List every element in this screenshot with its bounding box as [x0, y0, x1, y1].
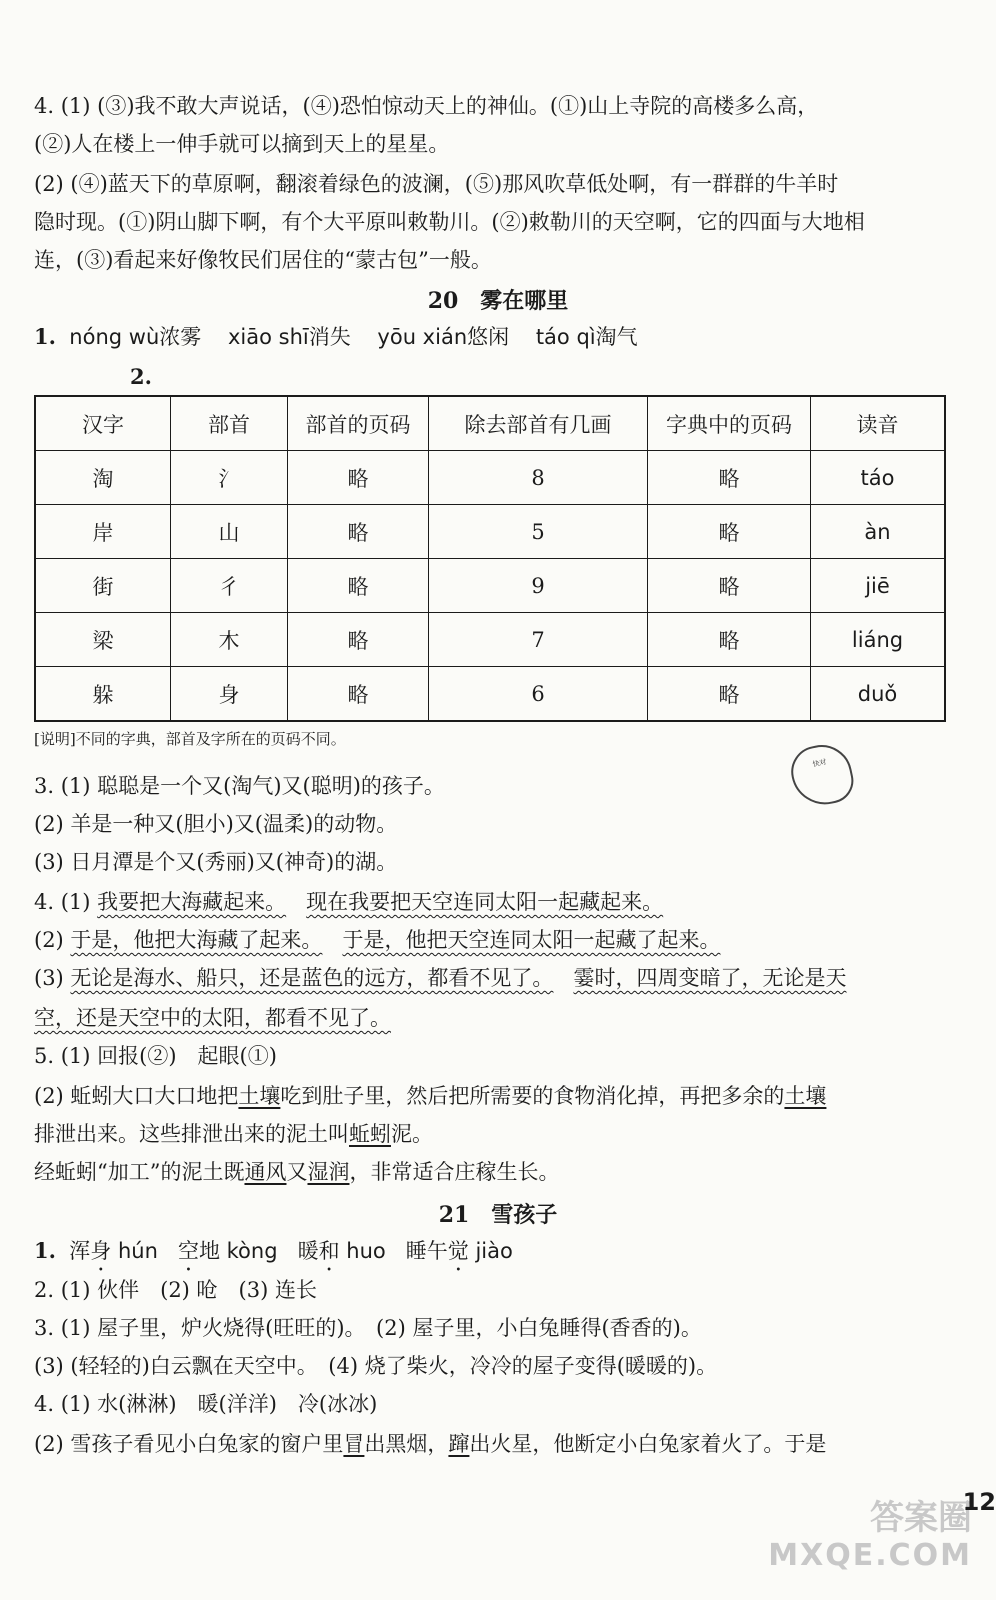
page-number: 12: [962, 1488, 996, 1516]
stamp-logo: 快对: [786, 739, 857, 810]
lesson21-q4-line2: [34, 1432, 966, 1457]
lesson21-q3-line1: 3. (1) 屋子里，炉火烧得(旺旺的)。 (2) 屋子里，小白兔睡得(香香的)。: [34, 1316, 702, 1340]
table-cell: 略: [648, 505, 811, 559]
table-cell: 略: [648, 613, 811, 667]
pinyin: táo qì: [535, 325, 596, 349]
answer-sentence: 我要把大海藏起来。: [97, 890, 287, 914]
text: (2) 蚯蚓大口大口地把: [34, 1084, 239, 1108]
table-cell: 略: [288, 667, 429, 722]
lesson20-title: 20 雾在哪里: [427, 288, 569, 314]
table-cell: táo: [811, 451, 946, 505]
table-cell: 略: [288, 613, 429, 667]
lesson21-q2: 2. (1) 伙伴 (2) 呛 (3) 连长: [34, 1278, 317, 1302]
prefix: 4. (1): [34, 890, 98, 914]
table-header: 部首的页码: [288, 396, 429, 451]
table-cell: 略: [648, 667, 811, 722]
table-cell: liáng: [811, 613, 946, 667]
char: 睡: [405, 1239, 427, 1263]
table-row: [35, 451, 945, 505]
table-header-row: [35, 396, 945, 451]
pinyin: jiào: [475, 1239, 513, 1263]
lesson20-q5-line1: 5. (1) 回报(②) 起眼(①): [34, 1044, 277, 1068]
answer-sentence: 空，还是天空中的太阳，都看不见了。: [34, 1006, 391, 1030]
pinyin: nóng wù: [69, 325, 160, 349]
word: 消失: [308, 325, 351, 349]
answer-sentence: 于是，他把天空连同太阳一起藏了起来。: [342, 928, 721, 952]
table-cell: 街: [35, 559, 171, 613]
table-cell: 木: [171, 613, 288, 667]
table-header: 汉字: [35, 396, 171, 451]
answer-sentence: 无论是海水、船只，还是蓝色的远方，都看不见了。: [70, 966, 554, 990]
dotted-char: 和: [318, 1239, 340, 1263]
text: 出火星，他断定小白兔家着火了。于是: [469, 1432, 827, 1456]
table-cell: 略: [648, 559, 811, 613]
q4-p1-line2: (②)人在楼上一伸手就可以摘到天上的星星。: [34, 132, 450, 156]
answer-sentence: 现在我要把天空连同太阳一起藏起来。: [306, 890, 664, 914]
table-cell: 岸: [35, 505, 171, 559]
table-cell: 梁: [35, 613, 171, 667]
table-cell: 淘: [35, 451, 171, 505]
lesson20-q5-line4: [34, 1160, 966, 1185]
table-cell: 5: [429, 505, 648, 559]
char: 浑: [69, 1239, 91, 1263]
underlined-word: 冒: [343, 1432, 365, 1456]
dotted-char: 空: [177, 1239, 199, 1263]
table-header: 读音: [811, 396, 946, 451]
lesson20-q4-line2: [34, 928, 966, 953]
word: 浓雾: [159, 325, 202, 349]
text: 泥。: [391, 1122, 433, 1146]
lesson20-q5-line3: [34, 1122, 966, 1147]
table-cell: 身: [171, 667, 288, 722]
table-header: 除去部首有几画: [429, 396, 648, 451]
table-header: 字典中的页码: [648, 396, 811, 451]
char: 地: [198, 1239, 220, 1263]
lesson20-q3-line3: (3) 日月潭是个又(秀丽)又(神奇)的湖。: [34, 850, 398, 874]
underlined-word: 蚯蚓: [349, 1122, 391, 1146]
text: 又: [286, 1160, 308, 1184]
dotted-char: 身: [90, 1239, 112, 1263]
dictionary-table: [34, 395, 946, 722]
underlined-word: 蹿: [448, 1432, 470, 1456]
lesson21-q1: [34, 1238, 966, 1264]
pinyin: kòng: [226, 1239, 278, 1263]
table-cell: 略: [648, 451, 811, 505]
prefix: (3): [34, 966, 71, 990]
text: 出黑烟，: [364, 1432, 449, 1456]
text: (2) 雪孩子看见小白兔家的窗户里: [34, 1432, 344, 1456]
q4-p2-line1: (2) (④)蓝天下的草原啊，翻滚着绿色的波澜，(⑤)那风吹草低处啊，有一群群的牛羊时: [34, 172, 839, 196]
underlined-word: 湿润: [307, 1160, 350, 1184]
table-cell: 彳: [171, 559, 288, 613]
underlined-word: 土壤: [238, 1084, 281, 1108]
watermark-url: MXQE.COM: [768, 1538, 972, 1573]
pinyin: yōu xián: [377, 325, 468, 349]
table-cell: 略: [288, 505, 429, 559]
table-cell: jiē: [811, 559, 946, 613]
pinyin: huo: [346, 1239, 386, 1263]
underlined-word: 土壤: [784, 1084, 827, 1108]
dotted-char: 觉: [447, 1239, 469, 1263]
answer-sentence: 于是，他把大海藏了起来。: [70, 928, 323, 952]
table-cell: 山: [171, 505, 288, 559]
answer-sentence: 霎时，四周变暗了，无论是天: [573, 966, 847, 990]
table-note: [说明]不同的字典，部首及字所在的页码不同。: [34, 730, 346, 748]
table-header: 部首: [171, 396, 288, 451]
text: ，非常适合庄稼生长。: [349, 1160, 560, 1184]
char: 暖: [297, 1239, 319, 1263]
table-cell: 7: [429, 613, 648, 667]
pinyin: xiāo shī: [227, 325, 309, 349]
table-cell: 6: [429, 667, 648, 722]
lesson21-title: 21 雪孩子: [438, 1202, 558, 1228]
table-row: [35, 613, 945, 667]
lesson20-q1: [34, 324, 966, 350]
lesson20-q4-line4: [34, 1006, 966, 1031]
lesson21-q4-line1: 4. (1) 水(淋淋) 暖(洋洋) 冷(冰冰): [34, 1392, 378, 1416]
char: 午: [426, 1239, 448, 1263]
table-cell: àn: [811, 505, 946, 559]
underlined-word: 通风: [244, 1160, 287, 1184]
q4-p2-line2: 隐时现。(①)阴山脚下啊，有个大平原叫敕勒川。(②)敕勒川的天空啊，它的四面与大地相: [34, 210, 865, 234]
table-cell: 8: [429, 451, 648, 505]
table-row: [35, 505, 945, 559]
table-cell: 躲: [35, 667, 171, 722]
prefix: (2): [34, 928, 71, 952]
lesson20-q4-line1: [34, 890, 966, 915]
text: 经蚯蚓“加工”的泥土既: [34, 1160, 245, 1184]
table-row: [35, 667, 945, 722]
pinyin: hún: [117, 1239, 158, 1263]
q4-p1-line1: 4. (1) (③)我不敢大声说话，(④)恐怕惊动天上的神仙。(①)山上寺院的高楼多么高，: [34, 94, 819, 118]
q1-number: 1.: [34, 1238, 56, 1263]
text: 排泄出来。这些排泄出来的泥土叫: [34, 1122, 349, 1146]
table-cell: 略: [288, 451, 429, 505]
table-cell: duǒ: [811, 667, 946, 722]
word: 淘气: [595, 325, 638, 349]
watermark-logo: 答案圈: [870, 1498, 972, 1538]
table-cell: 氵: [171, 451, 288, 505]
text: 吃到肚子里，然后把所需要的食物消化掉，再把多余的: [280, 1084, 785, 1108]
lesson20-q4-line3: [34, 966, 966, 991]
table-cell: 9: [429, 559, 648, 613]
table-row: [35, 559, 945, 613]
q1-number: 1.: [34, 324, 56, 349]
lesson20-q3-line1: 3. (1) 聪聪是一个又(淘气)又(聪明)的孩子。: [34, 774, 445, 798]
lesson20-q3-line2: (2) 羊是一种又(胆小)又(温柔)的动物。: [34, 812, 398, 836]
lesson20-q5-line2: [34, 1084, 966, 1109]
lesson21-q3-line2: (3) (轻轻的)白云飘在天空中。 (4) 烧了柴火，冷冷的屋子变得(暖暖的)。: [34, 1354, 718, 1378]
table-cell: 略: [288, 559, 429, 613]
word: 悠闲: [467, 325, 510, 349]
q4-p2-line3: 连，(③)看起来好像牧民们居住的“蒙古包”一般。: [34, 248, 492, 272]
lesson20-q2-number: 2.: [130, 364, 152, 389]
